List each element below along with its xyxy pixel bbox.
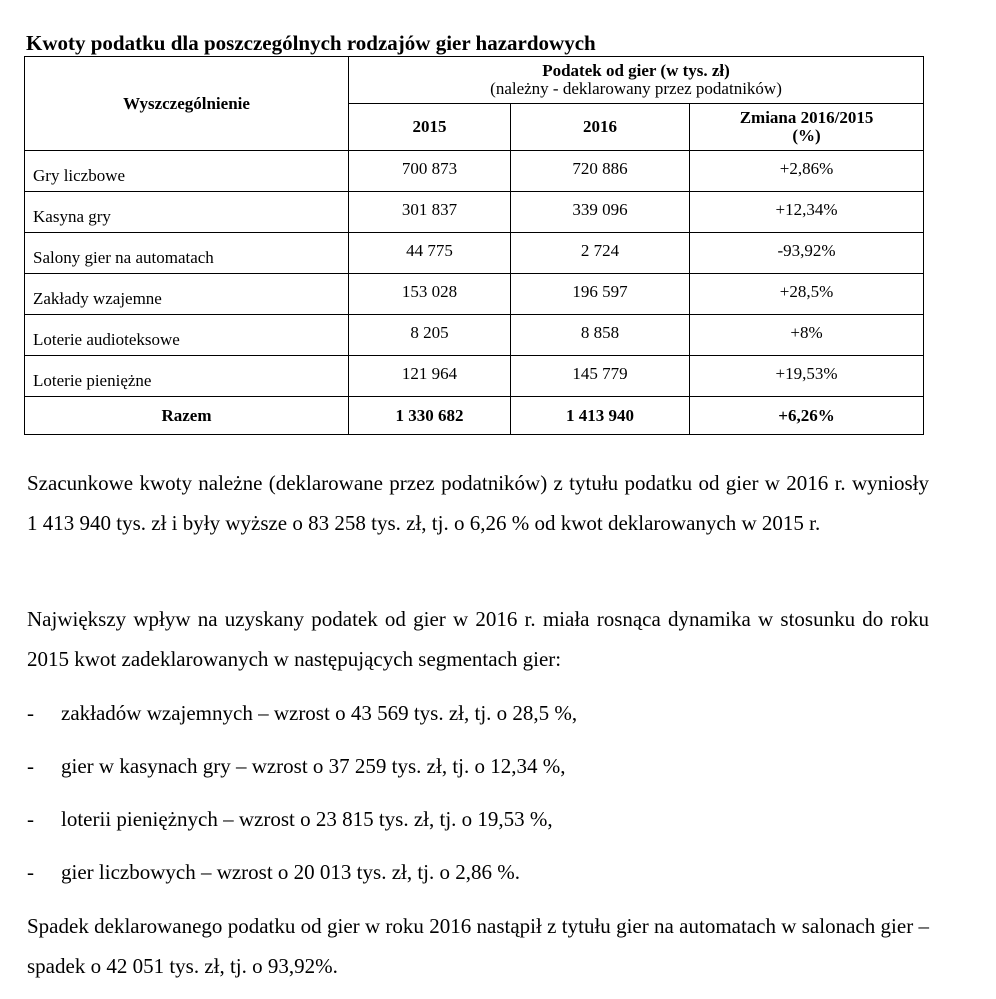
- value-2016: 8 858: [511, 315, 690, 356]
- value-2015: 153 028: [349, 274, 511, 315]
- table-row: [25, 233, 924, 274]
- value-2015: 700 873: [349, 151, 511, 192]
- value-2015: 8 205: [349, 315, 511, 356]
- table-row: [25, 274, 924, 315]
- value-2016: 720 886: [511, 151, 690, 192]
- row-label: Loterie pieniężne: [25, 356, 349, 397]
- list-dash: -: [27, 701, 34, 725]
- list-item: [27, 799, 929, 852]
- value-2016: 2 724: [511, 233, 690, 274]
- value-2015: 44 775: [349, 233, 511, 274]
- value-change: -93,92%: [690, 233, 924, 274]
- tax-table: [24, 56, 924, 435]
- table-row: [25, 151, 924, 192]
- column-group-header: [349, 57, 924, 104]
- segment-list: [27, 693, 929, 905]
- list-dash: -: [27, 754, 34, 778]
- row-label: Kasyna gry: [25, 192, 349, 233]
- table-row: [25, 356, 924, 397]
- change-header-line1: Zmiana 2016/2015: [739, 108, 874, 127]
- column-header-2016: 2016: [511, 104, 690, 151]
- value-2015: 301 837: [349, 192, 511, 233]
- list-item-text: gier liczbowych – wzrost o 20 013 tys. zł, tj. o 2,86 %.: [61, 860, 521, 884]
- list-dash: -: [27, 807, 34, 831]
- paragraph-decline: Spadek deklarowanego podatku od gier w roku 2016 nastąpił z tytułu gier na automatach w salonach gier – spadek o 42 051 tys. zł, tj. o 93,92%.: [27, 914, 929, 978]
- table-total-row: [25, 397, 924, 435]
- table-row: [25, 192, 924, 233]
- value-change: +2,86%: [690, 151, 924, 192]
- list-dash: -: [27, 860, 34, 884]
- row-label: Gry liczbowe: [25, 151, 349, 192]
- page-title: Kwoty podatku dla poszczególnych rodzajów gier hazardowych: [26, 31, 596, 55]
- column-header-item: Wyszczególnienie: [25, 57, 349, 151]
- group-header-note: (należny - deklarowany przez podatników): [490, 79, 782, 98]
- column-header-change: [690, 104, 924, 151]
- list-item: [27, 693, 929, 746]
- paragraph-summary: Szacunkowe kwoty należne (deklarowane przez podatników) z tytułu podatku od gier w 2016 r. wyniosły 1 413 940 tys. zł i były wyższe o 83 258 tys. zł, tj. o 6,26 % od kwot deklarowanych w 2015 r.: [27, 471, 929, 535]
- row-label: Salony gier na automatach: [25, 233, 349, 274]
- value-change: +12,34%: [690, 192, 924, 233]
- row-label: Zakłady wzajemne: [25, 274, 349, 315]
- row-label: Loterie audioteksowe: [25, 315, 349, 356]
- list-item: [27, 746, 929, 799]
- total-change: +6,26%: [690, 397, 924, 435]
- total-2016: 1 413 940: [511, 397, 690, 435]
- list-item-text: zakładów wzajemnych – wzrost o 43 569 tys. zł, tj. o 28,5 %,: [61, 701, 578, 725]
- paragraph-impact: Największy wpływ na uzyskany podatek od gier w 2016 r. miała rosnąca dynamika w stosunku do roku 2015 kwot zadeklarowanych w następujących segmentach gier:: [27, 607, 929, 671]
- value-2016: 196 597: [511, 274, 690, 315]
- value-2016: 145 779: [511, 356, 690, 397]
- list-item: [27, 852, 929, 905]
- total-2015: 1 330 682: [349, 397, 511, 435]
- value-2016: 339 096: [511, 192, 690, 233]
- list-item-text: gier w kasynach gry – wzrost o 37 259 tys. zł, tj. o 12,34 %,: [61, 754, 566, 778]
- table-row: [25, 315, 924, 356]
- value-change: +19,53%: [690, 356, 924, 397]
- list-item-text: loterii pieniężnych – wzrost o 23 815 tys. zł, tj. o 19,53 %,: [61, 807, 553, 831]
- value-change: +28,5%: [690, 274, 924, 315]
- value-change: +8%: [690, 315, 924, 356]
- change-header-line2: (%): [792, 126, 821, 145]
- total-label: Razem: [25, 397, 349, 435]
- group-header-title: Podatek od gier (w tys. zł): [542, 61, 730, 80]
- value-2015: 121 964: [349, 356, 511, 397]
- column-header-2015: 2015: [349, 104, 511, 151]
